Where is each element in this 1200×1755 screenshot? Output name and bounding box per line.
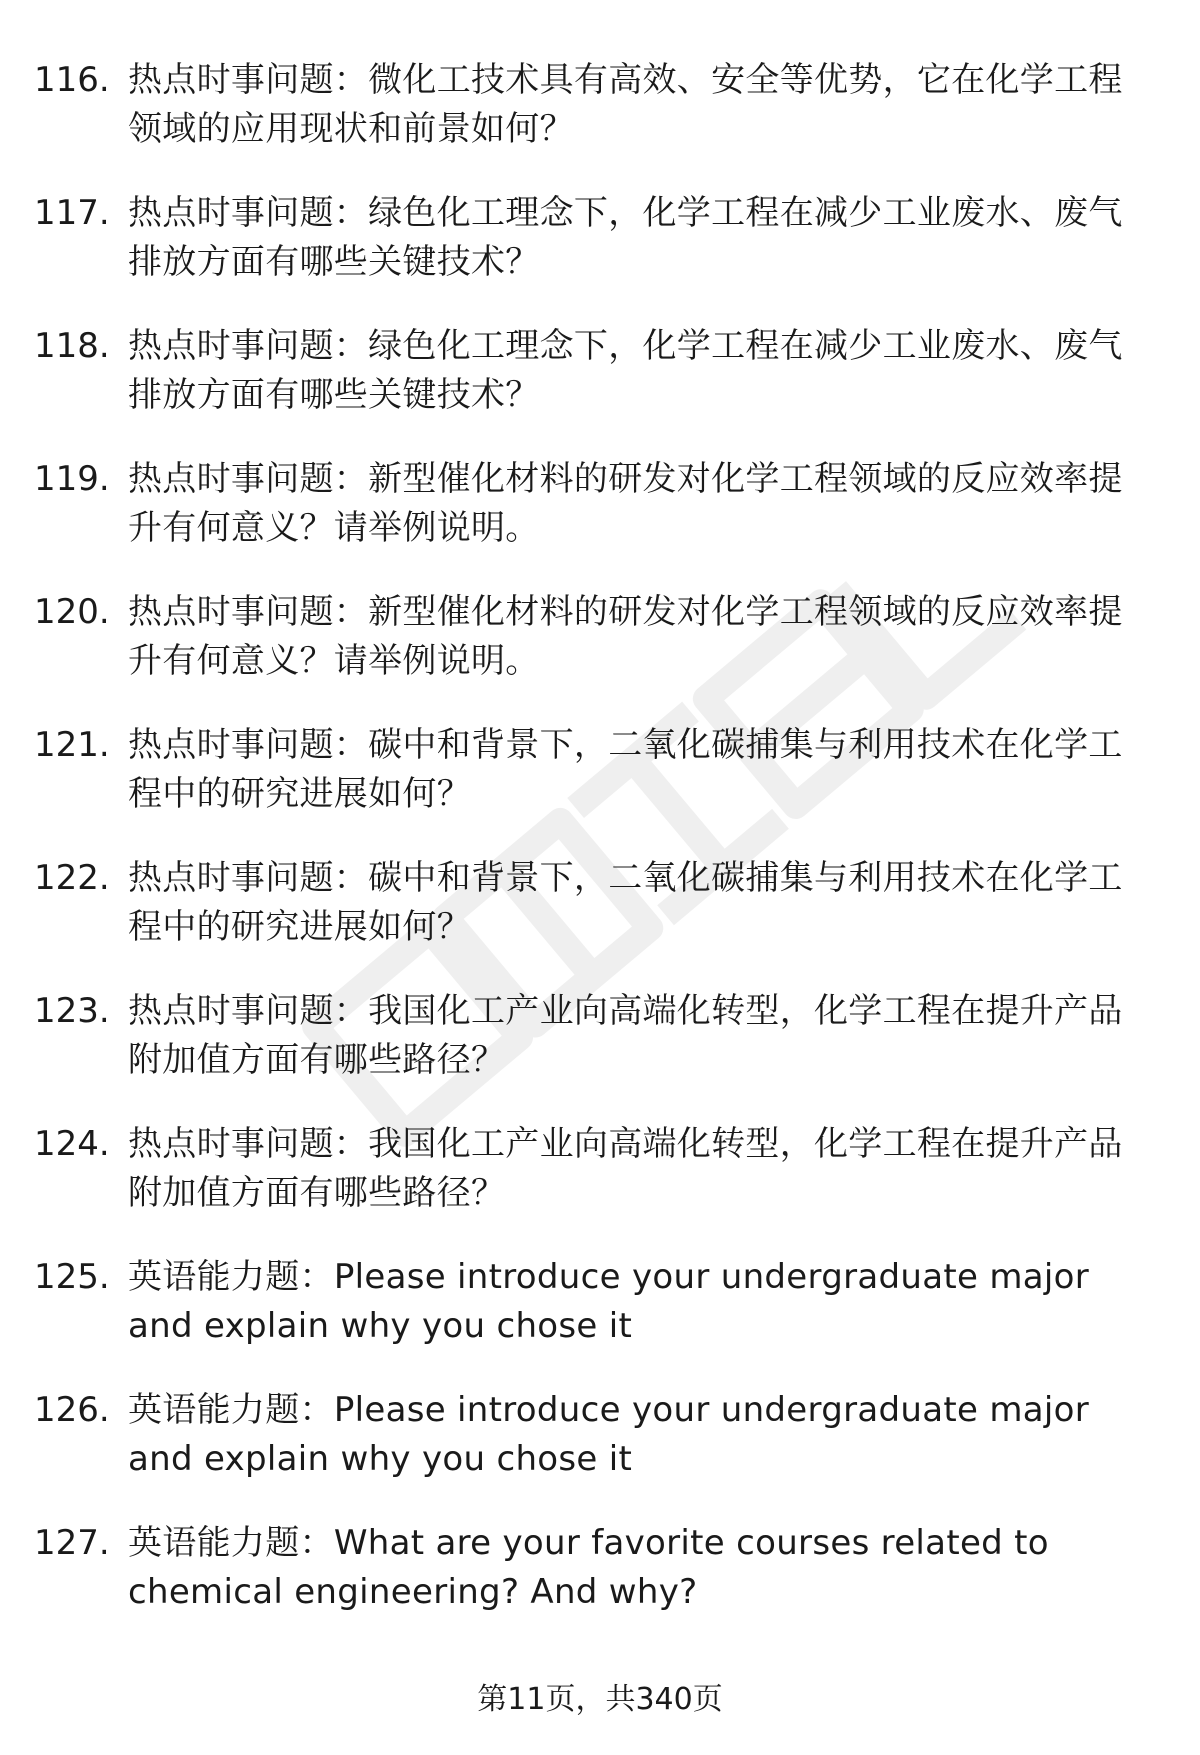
question-content: 绿色化工理念下，化学工程在减少工业废水、废气排放方面有哪些关键技术？ — [128, 326, 1123, 415]
question-item — [34, 721, 1154, 819]
question-category: 英语能力题： — [128, 1523, 334, 1563]
question-item — [34, 987, 1154, 1085]
question-item — [34, 1253, 1154, 1351]
question-item — [34, 322, 1154, 420]
question-number: 119. — [34, 459, 110, 499]
question-category: 热点时事问题： — [128, 1124, 369, 1164]
question-number: 120. — [34, 592, 110, 632]
question-number: 127. — [34, 1523, 110, 1563]
question-text — [128, 1386, 1154, 1484]
question-category: 英语能力题： — [128, 1257, 334, 1297]
question-text — [128, 189, 1154, 287]
question-category: 英语能力题： — [128, 1390, 334, 1430]
question-item — [34, 455, 1154, 553]
question-number: 118. — [34, 326, 110, 366]
page-number-footer: 第11页，共340页 — [477, 1682, 723, 1717]
question-category: 热点时事问题： — [128, 858, 369, 898]
question-category: 热点时事问题： — [128, 991, 369, 1031]
question-number: 124. — [34, 1124, 110, 1164]
question-text — [128, 987, 1154, 1085]
question-text — [128, 56, 1154, 154]
question-text — [128, 455, 1154, 553]
question-text — [128, 588, 1154, 686]
question-text — [128, 1253, 1154, 1351]
question-content: 我国化工产业向高端化转型，化学工程在提升产品附加值方面有哪些路径？ — [128, 1124, 1123, 1213]
question-content: 新型催化材料的研发对化学工程领域的反应效率提升有何意义？请举例说明。 — [128, 459, 1123, 548]
question-item — [34, 1386, 1154, 1484]
question-category: 热点时事问题： — [128, 60, 369, 100]
question-item — [34, 1519, 1154, 1617]
question-content: 碳中和背景下，二氧化碳捕集与利用技术在化学工程中的研究进展如何？ — [128, 858, 1123, 947]
question-content: 新型催化材料的研发对化学工程领域的反应效率提升有何意义？请举例说明。 — [128, 592, 1123, 681]
question-content: What are your favorite courses related to chemical engineering? And why? — [128, 1523, 1049, 1612]
question-content: Please introduce your undergraduate major and explain why you chose it — [128, 1257, 1089, 1346]
question-item — [34, 854, 1154, 952]
question-category: 热点时事问题： — [128, 725, 369, 765]
question-content: Please introduce your undergraduate major and explain why you chose it — [128, 1390, 1089, 1479]
question-text — [128, 322, 1154, 420]
question-category: 热点时事问题： — [128, 592, 369, 632]
question-category: 热点时事问题： — [128, 326, 369, 366]
question-number: 121. — [34, 725, 110, 765]
question-item — [34, 189, 1154, 287]
question-list — [34, 56, 1154, 1652]
question-text — [128, 1519, 1154, 1617]
question-item — [34, 1120, 1154, 1218]
question-number: 122. — [34, 858, 110, 898]
question-item — [34, 56, 1154, 154]
question-text — [128, 1120, 1154, 1218]
question-content: 我国化工产业向高端化转型，化学工程在提升产品附加值方面有哪些路径？ — [128, 991, 1123, 1080]
question-number: 123. — [34, 991, 110, 1031]
question-text — [128, 854, 1154, 952]
question-item — [34, 588, 1154, 686]
question-content: 碳中和背景下，二氧化碳捕集与利用技术在化学工程中的研究进展如何？ — [128, 725, 1123, 814]
question-category: 热点时事问题： — [128, 459, 369, 499]
question-content: 微化工技术具有高效、安全等优势，它在化学工程领域的应用现状和前景如何？ — [128, 60, 1123, 149]
question-text — [128, 721, 1154, 819]
question-content: 绿色化工理念下，化学工程在减少工业废水、废气排放方面有哪些关键技术？ — [128, 193, 1123, 282]
question-category: 热点时事问题： — [128, 193, 369, 233]
question-number: 117. — [34, 193, 110, 233]
question-number: 126. — [34, 1390, 110, 1430]
question-number: 125. — [34, 1257, 110, 1297]
question-number: 116. — [34, 60, 110, 100]
